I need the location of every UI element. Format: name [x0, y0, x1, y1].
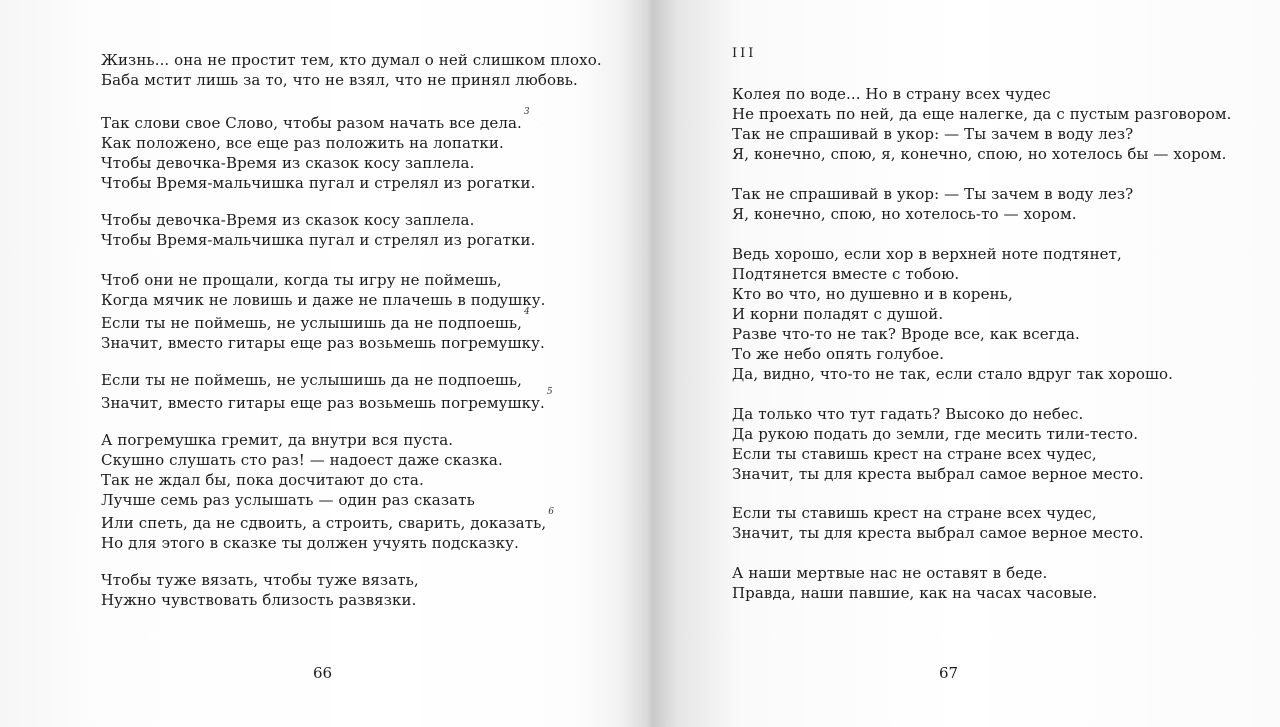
verse-line: Так слови свое Слово, чтобы разом начать все дела.$^3$	[101, 107, 530, 132]
verse-line: Если ты ставишь крест на стране всех чудес,	[732, 445, 1097, 463]
part-numeral: III	[732, 46, 757, 61]
verse-line: А погремушка гремит, да внутри вся пуста.	[101, 431, 454, 449]
verse-line: Если ты ставишь крест на стране всех чудес,	[732, 504, 1097, 522]
stanza	[101, 210, 536, 250]
verse-line: Баба мстит лишь за то, что не взял, что не принял любовь.	[101, 71, 578, 89]
verse-line: Да рукою подать до земли, где месить тили-тесто.	[732, 425, 1139, 443]
verse-line: Кто во что, но душевно и в корень,	[732, 285, 1013, 303]
stanza	[732, 563, 1097, 603]
verse-line: То же небо опять голубое.	[732, 345, 945, 363]
stanza	[101, 50, 602, 90]
verse-line: Чтобы девочка-Время из сказок косу заплела.	[101, 211, 475, 229]
verse-line: Ведь хорошо, если хор в верхней ноте подтянет,	[732, 245, 1122, 263]
stanza	[732, 184, 1133, 224]
verse-line: Так не спрашивай в укор: — Ты зачем в воду лез?	[732, 185, 1134, 203]
verse-line: Значит, вместо гитары еще раз возьмешь погремушку.$^5$	[101, 387, 553, 412]
verse-line: Если ты не поймешь, не услышишь да не подпоешь,$^4$	[101, 307, 530, 332]
verse-line: И корни поладят с душой.	[732, 305, 944, 323]
stanza	[101, 107, 536, 193]
left-page	[0, 0, 628, 727]
verse-line: Жизнь... она не простит тем, кто думал о ней слишком плохо.	[101, 51, 602, 69]
page-number: 66	[313, 664, 333, 682]
right-page	[640, 0, 1280, 727]
verse-line: Не проехать по ней, да еще налегке, да с пустым разговором.	[732, 105, 1232, 123]
verse-line: Значит, ты для креста выбрал самое верное место.	[732, 524, 1144, 542]
verse-line: Так не ждал бы, пока досчитают до ста.	[101, 471, 424, 489]
verse-line: Но для этого в сказке ты должен учуять подсказку.	[101, 534, 519, 552]
stanza	[101, 570, 419, 610]
footnote-marker[interactable]: 6	[548, 507, 555, 517]
verse-line: Чтобы Время-мальчишка пугал и стрелял из рогатки.	[101, 174, 536, 192]
verse-line: Так не спрашивай в укор: — Ты зачем в воду лез?	[732, 125, 1134, 143]
verse-line: Да, видно, что-то не так, если стало вдруг так хорошо.	[732, 365, 1174, 383]
verse-line: Когда мячик не ловишь и даже не плачешь в подушку.	[101, 291, 546, 309]
stanza	[101, 270, 546, 353]
verse-line: Если ты не поймешь, не услышишь да не подпоешь,	[101, 371, 523, 389]
verse-line: Нужно чувствовать близость развязки.	[101, 591, 417, 609]
stanza	[732, 84, 1232, 164]
stanza	[732, 503, 1144, 543]
verse-line: Или спеть, да не сдвоить, а строить, сварить, доказать,$^6$	[101, 507, 555, 532]
verse-line: Лучше семь раз услышать — один раз сказать	[101, 491, 475, 509]
verse-line: Разве что-то не так? Вроде все, как всегда.	[732, 325, 1080, 343]
stanza	[732, 244, 1173, 384]
footnote-marker[interactable]: 3	[523, 107, 530, 117]
verse-line: Чтобы девочка-Время из сказок косу заплела.	[101, 154, 475, 172]
verse-line: Чтоб они не прощали, когда ты игру не поймешь,	[101, 271, 502, 289]
verse-line: Значит, вместо гитары еще раз возьмешь погремушку.	[101, 334, 545, 352]
stanza	[101, 430, 554, 553]
page-number: 67	[939, 664, 959, 682]
footnote-marker[interactable]: 4	[524, 307, 530, 317]
stanza	[101, 370, 553, 413]
verse-line: Я, конечно, спою, я, конечно, спою, но хотелось бы — хором.	[732, 145, 1227, 163]
verse-line: Да только что тут гадать? Высоко до небес.	[732, 405, 1084, 423]
verse-line: Правда, наши павшие, как на часах часовые.	[732, 584, 1098, 602]
verse-line: Скушно слушать сто раз! — надоест даже сказка.	[101, 451, 503, 469]
verse-line: Я, конечно, спою, но хотелось-то — хором.	[732, 205, 1077, 223]
verse-line: А наши мертвые нас не оставят в беде.	[732, 564, 1048, 582]
verse-line: Чтобы Время-мальчишка пугал и стрелял из рогатки.	[101, 231, 536, 249]
verse-line: Как положено, все еще раз положить на лопатки.	[101, 134, 504, 152]
verse-line: Подтянется вместе с тобою.	[732, 265, 960, 283]
stanza	[732, 404, 1144, 484]
verse-line: Колея по воде... Но в страну всех чудес	[732, 85, 1051, 103]
verse-line: Чтобы туже вязать, чтобы туже вязать,	[101, 571, 419, 589]
footnote-marker[interactable]: 5	[546, 387, 553, 397]
verse-line: Значит, ты для креста выбрал самое верное место.	[732, 465, 1144, 483]
